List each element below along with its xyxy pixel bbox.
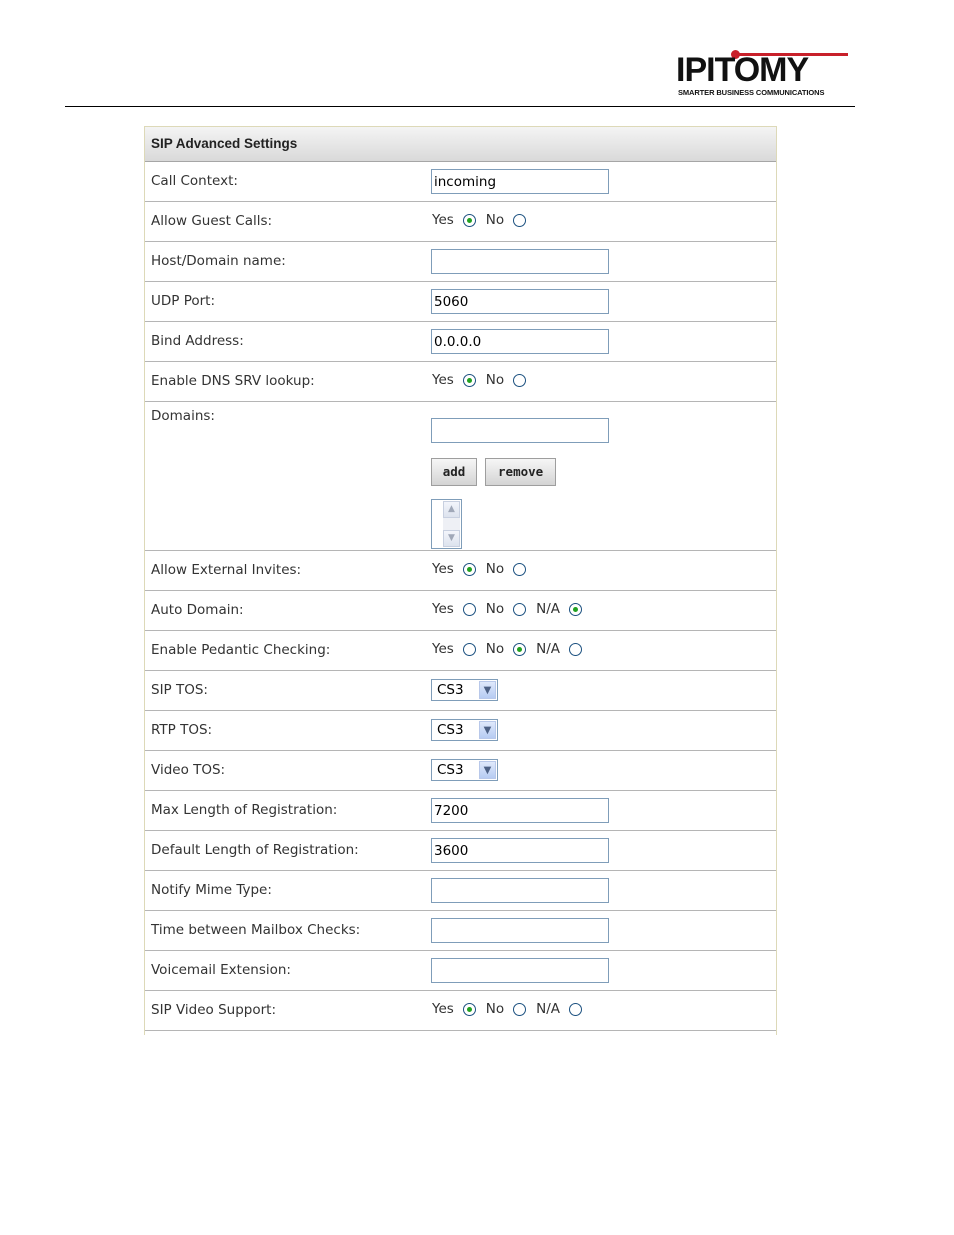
- invites-no-radio[interactable]: [513, 563, 526, 576]
- row-default-registration: [145, 831, 776, 871]
- auto-yes-radio[interactable]: [463, 603, 476, 616]
- rtp-tos-value: CS3: [437, 722, 464, 738]
- add-domain-button[interactable]: add: [431, 458, 477, 486]
- logo-wordmark: IPITOMY: [676, 51, 809, 89]
- max-registration-label: Max Length of Registration:: [151, 802, 338, 818]
- max-registration-input[interactable]: [431, 798, 609, 823]
- domains-label: Domains:: [151, 408, 215, 424]
- video-tos-label: Video TOS:: [151, 762, 226, 778]
- rtp-tos-select[interactable]: [431, 719, 498, 741]
- row-voicemail-extension: [145, 951, 776, 991]
- video-no-label: No: [485, 1001, 505, 1017]
- video-yes-radio[interactable]: [463, 1003, 476, 1016]
- chevron-up-icon[interactable]: ▲: [443, 501, 460, 518]
- guest-no-radio[interactable]: [513, 214, 526, 227]
- invites-no-label: No: [485, 561, 505, 577]
- default-registration-label: Default Length of Registration:: [151, 842, 359, 858]
- auto-domain-label: Auto Domain:: [151, 602, 244, 618]
- domains-input[interactable]: [431, 418, 609, 443]
- notify-mime-label: Notify Mime Type:: [151, 882, 272, 898]
- video-tos-select[interactable]: [431, 759, 498, 781]
- chevron-down-icon[interactable]: ▼: [479, 721, 496, 739]
- auto-no-label: No: [485, 601, 505, 617]
- row-call-context: [145, 162, 776, 202]
- video-na-label: N/A: [536, 1001, 561, 1017]
- guest-yes-radio[interactable]: [463, 214, 476, 227]
- mailbox-checks-input[interactable]: [431, 918, 609, 943]
- sip-tos-select[interactable]: [431, 679, 498, 701]
- pedantic-yes-label: Yes: [432, 641, 454, 657]
- rtp-tos-label: RTP TOS:: [151, 722, 213, 738]
- video-no-radio[interactable]: [513, 1003, 526, 1016]
- pedantic-no-label: No: [485, 641, 505, 657]
- row-rtp-tos: [145, 711, 776, 751]
- pedantic-no-radio[interactable]: [513, 643, 526, 656]
- auto-no-radio[interactable]: [513, 603, 526, 616]
- domains-scrollbar[interactable]: [443, 501, 460, 547]
- call-context-input[interactable]: [431, 169, 609, 194]
- allow-guest-calls-label: Allow Guest Calls:: [151, 213, 273, 229]
- invites-yes-radio[interactable]: [463, 563, 476, 576]
- row-sip-video-support: [145, 991, 776, 1031]
- row-host-domain: [145, 242, 776, 282]
- row-dns-srv: [145, 362, 776, 402]
- sip-video-label: SIP Video Support:: [151, 1002, 277, 1018]
- auto-na-label: N/A: [536, 601, 561, 617]
- row-max-registration: [145, 791, 776, 831]
- dns-yes-radio[interactable]: [463, 374, 476, 387]
- pedantic-na-radio[interactable]: [569, 643, 582, 656]
- row-udp-port: [145, 282, 776, 322]
- bind-address-label: Bind Address:: [151, 333, 244, 349]
- guest-no-label: No: [485, 212, 505, 228]
- header-divider: [65, 106, 855, 107]
- mailbox-checks-label: Time between Mailbox Checks:: [151, 922, 361, 938]
- row-sip-tos: [145, 671, 776, 711]
- chevron-down-icon[interactable]: ▼: [443, 530, 460, 547]
- row-bind-address: [145, 322, 776, 362]
- video-tos-value: CS3: [437, 762, 464, 778]
- call-context-label: Call Context:: [151, 173, 238, 189]
- udp-port-label: UDP Port:: [151, 293, 216, 309]
- row-allow-external-invites: [145, 551, 776, 591]
- company-logo: [676, 50, 854, 100]
- pedantic-yes-radio[interactable]: [463, 643, 476, 656]
- guest-yes-label: Yes: [432, 212, 454, 228]
- pedantic-na-label: N/A: [536, 641, 561, 657]
- allow-external-invites-label: Allow External Invites:: [151, 562, 302, 578]
- video-yes-label: Yes: [432, 1001, 454, 1017]
- dns-no-radio[interactable]: [513, 374, 526, 387]
- row-auto-domain: [145, 591, 776, 631]
- row-mailbox-checks: [145, 911, 776, 951]
- auto-yes-label: Yes: [432, 601, 454, 617]
- default-registration-input[interactable]: [431, 838, 609, 863]
- row-notify-mime: [145, 871, 776, 911]
- row-pedantic-checking: [145, 631, 776, 671]
- dns-no-label: No: [485, 372, 505, 388]
- udp-port-input[interactable]: [431, 289, 609, 314]
- row-allow-guest-calls: [145, 202, 776, 242]
- dns-srv-label: Enable DNS SRV lookup:: [151, 373, 315, 389]
- chevron-down-icon[interactable]: ▼: [479, 761, 496, 779]
- dns-yes-label: Yes: [432, 372, 454, 388]
- video-na-radio[interactable]: [569, 1003, 582, 1016]
- sip-advanced-settings-panel: [144, 126, 777, 1035]
- host-domain-input[interactable]: [431, 249, 609, 274]
- bind-address-input[interactable]: [431, 329, 609, 354]
- panel-title: SIP Advanced Settings: [145, 127, 776, 162]
- logo-tagline: SMARTER BUSINESS COMMUNICATIONS: [678, 88, 825, 97]
- host-domain-label: Host/Domain name:: [151, 253, 286, 269]
- row-video-tos: [145, 751, 776, 791]
- remove-domain-button[interactable]: remove: [485, 458, 556, 486]
- invites-yes-label: Yes: [432, 561, 454, 577]
- notify-mime-input[interactable]: [431, 878, 609, 903]
- voicemail-extension-label: Voicemail Extension:: [151, 962, 291, 978]
- domains-listbox[interactable]: [431, 499, 462, 549]
- chevron-down-icon[interactable]: ▼: [479, 681, 496, 699]
- auto-na-radio[interactable]: [569, 603, 582, 616]
- voicemail-extension-input[interactable]: [431, 958, 609, 983]
- row-domains: [145, 402, 776, 551]
- pedantic-label: Enable Pedantic Checking:: [151, 642, 331, 658]
- sip-tos-label: SIP TOS:: [151, 682, 208, 698]
- sip-tos-value: CS3: [437, 682, 464, 698]
